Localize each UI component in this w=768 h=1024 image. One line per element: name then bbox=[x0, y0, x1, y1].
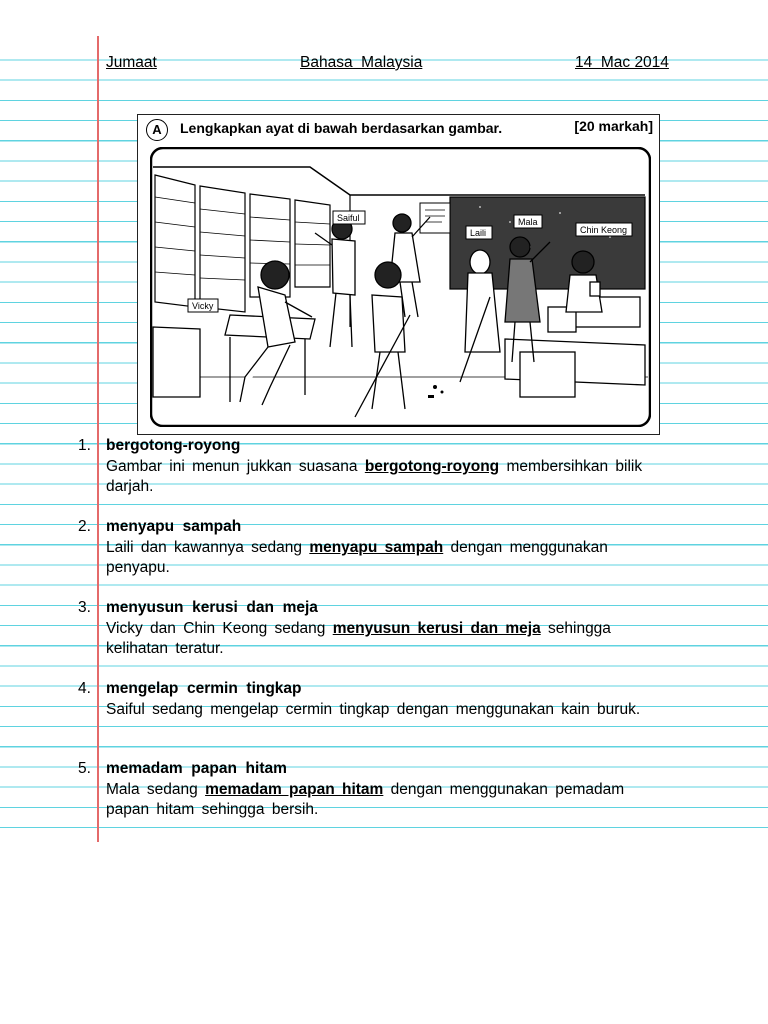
classroom-illustration bbox=[150, 147, 651, 427]
sentence-after: sehingga kelihatan teratur. bbox=[106, 620, 611, 658]
sentence-before: Vicky dan Chin Keong sedang bbox=[106, 620, 333, 637]
header-date: 14 Mac 2014 bbox=[575, 54, 669, 71]
item-title: memadam papan hitam bbox=[106, 760, 287, 777]
header-subject: Bahasa Malaysia bbox=[300, 54, 423, 71]
label-saiful: Saiful bbox=[337, 213, 360, 223]
item-sentence bbox=[106, 538, 646, 578]
figure-header bbox=[142, 117, 653, 143]
sentence-before: Saiful sedang mengelap cermin tingkap dengan menggunakan kain buruk. bbox=[106, 701, 641, 718]
header-day: Jumaat bbox=[106, 54, 157, 71]
item-sentence bbox=[106, 457, 646, 497]
margin-line bbox=[97, 36, 99, 842]
item-title: menyapu sampah bbox=[106, 518, 242, 535]
section-letter: A bbox=[146, 119, 168, 141]
label-vicky: Vicky bbox=[192, 301, 214, 311]
sentence-answer: memadam papan hitam bbox=[205, 781, 384, 798]
item-sentence bbox=[106, 700, 646, 720]
item-title: bergotong-royong bbox=[106, 437, 241, 454]
sentence-after: membersihkan bilik darjah. bbox=[106, 458, 643, 496]
item-sentence bbox=[106, 780, 646, 820]
sentence-before: Mala sedang bbox=[106, 781, 206, 798]
label-laili: Laili bbox=[470, 228, 487, 238]
item-number: 5. bbox=[78, 760, 91, 777]
sentence-answer: bergotong-royong bbox=[364, 458, 500, 475]
item-number: 1. bbox=[78, 437, 91, 454]
marks-label: [20 markah] bbox=[574, 118, 653, 134]
sentence-answer: menyusun kerusi dan meja bbox=[332, 620, 541, 637]
item-number: 3. bbox=[78, 599, 91, 616]
label-chin-keong: Chin Keong bbox=[580, 225, 628, 235]
exercise-figure bbox=[137, 114, 660, 435]
sentence-after: dengan menggunakan penyapu. bbox=[106, 539, 608, 577]
item-number: 4. bbox=[78, 680, 91, 697]
instruction-text: Lengkapkan ayat di bawah berdasarkan gambar. bbox=[180, 120, 503, 136]
item-sentence bbox=[106, 619, 646, 659]
label-mala: Mala bbox=[518, 217, 538, 227]
sentence-before: Laili dan kawannya sedang bbox=[106, 539, 310, 556]
item-title: mengelap cermin tingkap bbox=[106, 680, 302, 697]
sentence-answer: menyapu sampah bbox=[309, 539, 444, 556]
item-number: 2. bbox=[78, 518, 91, 535]
sentence-after: dengan menggunakan pemadam papan hitam sehingga bersih. bbox=[106, 781, 625, 819]
item-title: menyusun kerusi dan meja bbox=[106, 599, 318, 616]
sentence-before: Gambar ini menun jukkan suasana bbox=[106, 458, 365, 475]
